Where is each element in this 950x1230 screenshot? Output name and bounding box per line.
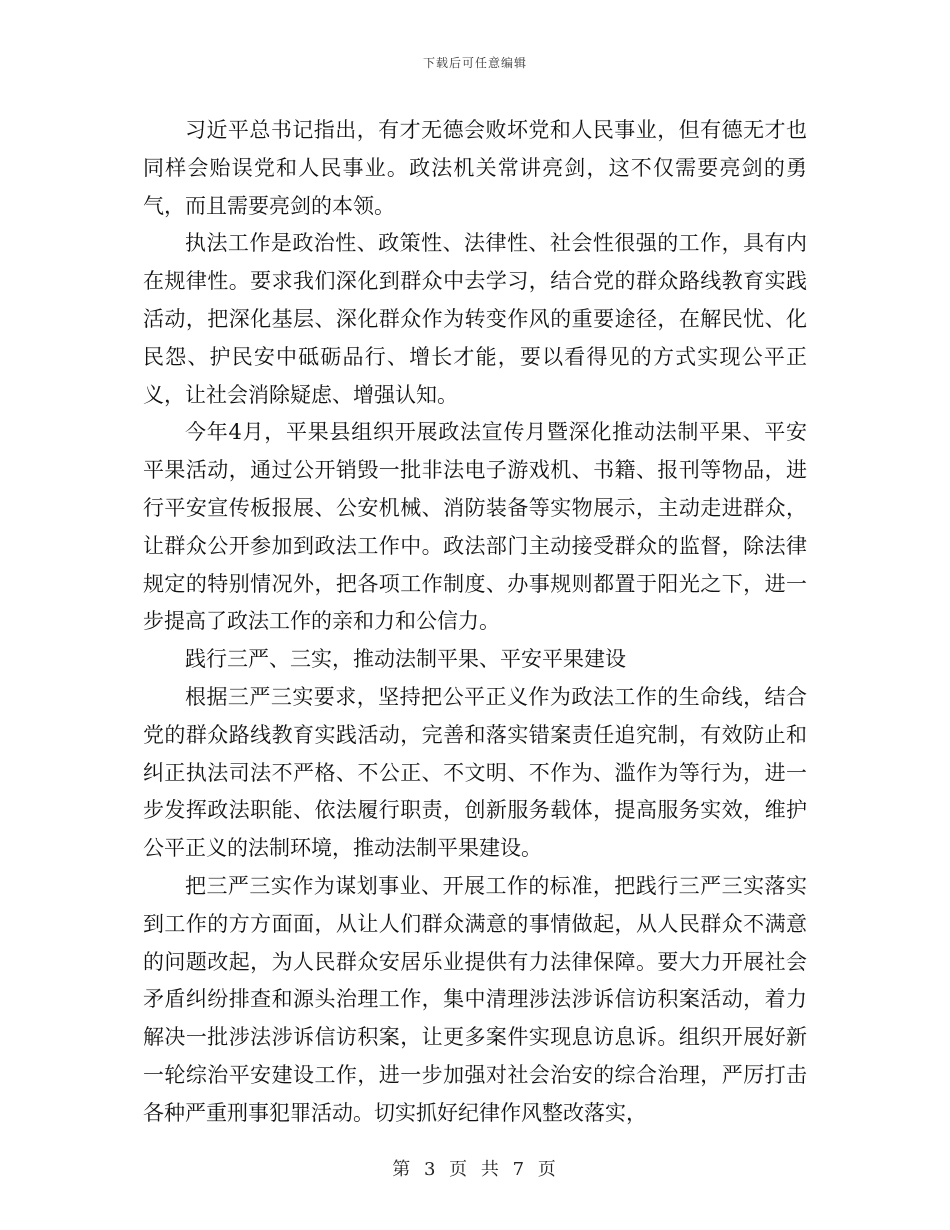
paragraph: 今年4月，平果县组织开展政法宣传月暨深化推动法制平果、平安平果活动，通过公开销毁一批非法电子游戏机、书籍、报刊等物品，进行平安宣传板报展、公安机械、消防装备等实物展示，主动走进群众，让群众公开参加到政法工作中。政法部门主动接受群众的监督，除法律规定的特别情况外，把各项工作制度、办事规则都置于阳光之下，进一步提高了政法工作的亲和力和公信力。 xyxy=(143,420,807,634)
paragraph: 执法工作是政治性、政策性、法律性、社会性很强的工作，具有内在规律性。要求我们深化到群众中去学习，结合党的群众路线教育实践活动，把深化基层、深化群众作为转变作风的重要途径，在解民忧、化民怨、护民安中砥砺品行、增长才能，要以看得见的方式实现公平正义，让社会消除疑虑、增强认知。 xyxy=(143,231,807,407)
page-header: 下载后可任意编辑 xyxy=(422,56,527,70)
paragraph: 根据三严三实要求，坚持把公平正义作为政法工作的生命线，结合党的群众路线教育实践活动，完善和落实错案责任追究制，有效防止和纠正执法司法不严格、不公正、不文明、不作为、滥作为等行为，进一步发挥政法职能、依法履行职责，创新服务载体，提高服务实效，维护公平正义的法制环境，推动法制平果建设。 xyxy=(143,684,807,861)
paragraph: 习近平总书记指出，有才无德会败坏党和人民事业，但有德无才也同样会贻误党和人民事业。政法机关常讲亮剑，这不仅需要亮剑的勇气，而且需要亮剑的本领。 xyxy=(143,118,807,218)
document-body xyxy=(143,112,807,1133)
page-footer: 第 3 页 共 7 页 xyxy=(392,1159,558,1180)
paragraph: 把三严三实作为谋划事业、开展工作的标准，把践行三严三实落实到工作的方方面面，从让人们群众满意的事情做起，从人民群众不满意的问题改起，为人民群众安居乐业提供有力法律保障。要大力开展社会矛盾纠纷排查和源头治理工作，集中清理涉法涉诉信访积案活动，着力解决一批涉法涉诉信访积案，让更多案件实现息访息诉。组织开展好新一轮综治平安建设工作，进一步加强对社会治安的综合治理，严厉打击各种严重刑事犯罪活动。切实抓好纪律作风整改落实， xyxy=(143,873,807,1125)
section-heading: 践行三严、三实，推动法制平果、平安平果建设 xyxy=(185,647,626,672)
